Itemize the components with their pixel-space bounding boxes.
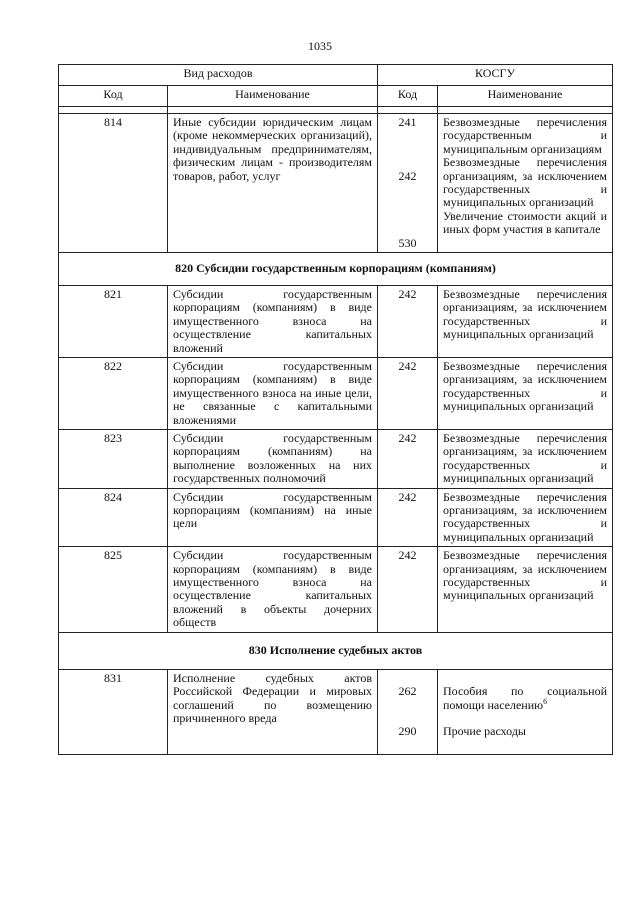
row-name: Исполнение судебных актов Российской Федерации и мировых соглашений по возмещению причиненного вреда — [168, 669, 378, 754]
kosgu-name — [443, 685, 607, 712]
column-header-code: Код — [59, 86, 168, 107]
row-code: 825 — [59, 547, 168, 632]
row-name: Субсидии государственным корпорациям (компаниям) на иные цели — [168, 488, 378, 547]
kosgu-code: 262 — [398, 684, 417, 699]
kosgu-name: Безвозмездные перечисления организациям, за исключением государственных и муниципальных организаций — [443, 155, 607, 210]
separator-row — [59, 107, 613, 114]
row-name: Субсидии государственным корпорациям (компаниям) в виде имущественного взноса на осуществление капитальных вложений в объекты дочерних обществ — [168, 547, 378, 632]
row-name: Иные субсидии юридическим лицам (кроме некоммерческих организаций), индивидуальным предпринимателям, физическим лицам - производителям товаров, работ, услуг — [168, 114, 378, 253]
expense-kosgu-table — [58, 64, 613, 755]
section-title: 830 Исполнение судебных актов — [59, 632, 613, 669]
column-header-kosgu-name: Наименование — [438, 86, 613, 107]
kosgu-name: Увеличение стоимости акций и иных форм участия в капитале — [443, 208, 607, 237]
table-row — [59, 285, 613, 357]
kosgu-name-cell — [438, 669, 613, 754]
row-name: Субсидии государственным корпорациям (компаниям) в виде имущественного взноса на иные цели, не связанные с капитальными вложениями — [168, 357, 378, 429]
row-code: 824 — [59, 488, 168, 547]
section-row — [59, 252, 613, 285]
group-header-kosgu: КОСГУ — [378, 65, 613, 86]
row-name: Субсидии государственным корпорациям (компаниям) на выполнение возложенных на них государственных полномочий — [168, 430, 378, 489]
kosgu-name-text: Пособия по социальной помощи населению — [443, 684, 607, 712]
kosgu-code: 242 — [398, 168, 417, 183]
kosgu-code: 530 — [398, 235, 417, 250]
kosgu-code: 242 — [378, 547, 438, 632]
table-row — [59, 357, 613, 429]
kosgu-code: 242 — [378, 430, 438, 489]
kosgu-name-cell — [438, 114, 613, 253]
footnote-mark: 6 — [543, 696, 548, 706]
table-row — [59, 488, 613, 547]
kosgu-code: 242 — [378, 285, 438, 357]
row-code: 822 — [59, 357, 168, 429]
kosgu-code-cell — [378, 669, 438, 754]
table-row — [59, 114, 613, 253]
kosgu-name: Безвозмездные перечисления организациям, за исключением государственных и муниципальных организаций — [438, 285, 613, 357]
kosgu-name: Безвозмездные перечисления организациям, за исключением государственных и муниципальных организаций — [438, 430, 613, 489]
table-row — [59, 547, 613, 632]
kosgu-code-cell — [378, 114, 438, 253]
column-header-kosgu-code: Код — [378, 86, 438, 107]
kosgu-code: 241 — [398, 115, 417, 129]
kosgu-name: Безвозмездные перечисления государственным и муниципальным организациям — [443, 115, 607, 156]
table-row — [59, 430, 613, 489]
kosgu-name: Безвозмездные перечисления организациям, за исключением государственных и муниципальных организаций — [438, 547, 613, 632]
section-row — [59, 632, 613, 669]
kosgu-code: 242 — [378, 488, 438, 547]
kosgu-name: Прочие расходы — [443, 724, 526, 739]
row-code: 814 — [59, 114, 168, 253]
column-header-name: Наименование — [168, 86, 378, 107]
kosgu-name: Безвозмездные перечисления организациям, за исключением государственных и муниципальных организаций — [438, 357, 613, 429]
table-row — [59, 669, 613, 754]
row-name: Субсидии государственным корпорациям (компаниям) в виде имущественного взноса на осуществление капитальных вложений — [168, 285, 378, 357]
group-header-expenses: Вид расходов — [59, 65, 378, 86]
page-number: 1035 — [308, 39, 332, 53]
kosgu-code: 242 — [378, 357, 438, 429]
row-code: 823 — [59, 430, 168, 489]
section-title: 820 Субсидии государственным корпорациям (компаниям) — [59, 252, 613, 285]
row-code: 821 — [59, 285, 168, 357]
table-header — [59, 65, 613, 107]
kosgu-name: Безвозмездные перечисления организациям, за исключением государственных и муниципальных организаций — [438, 488, 613, 547]
kosgu-code: 290 — [398, 724, 417, 739]
row-code: 831 — [59, 669, 168, 754]
